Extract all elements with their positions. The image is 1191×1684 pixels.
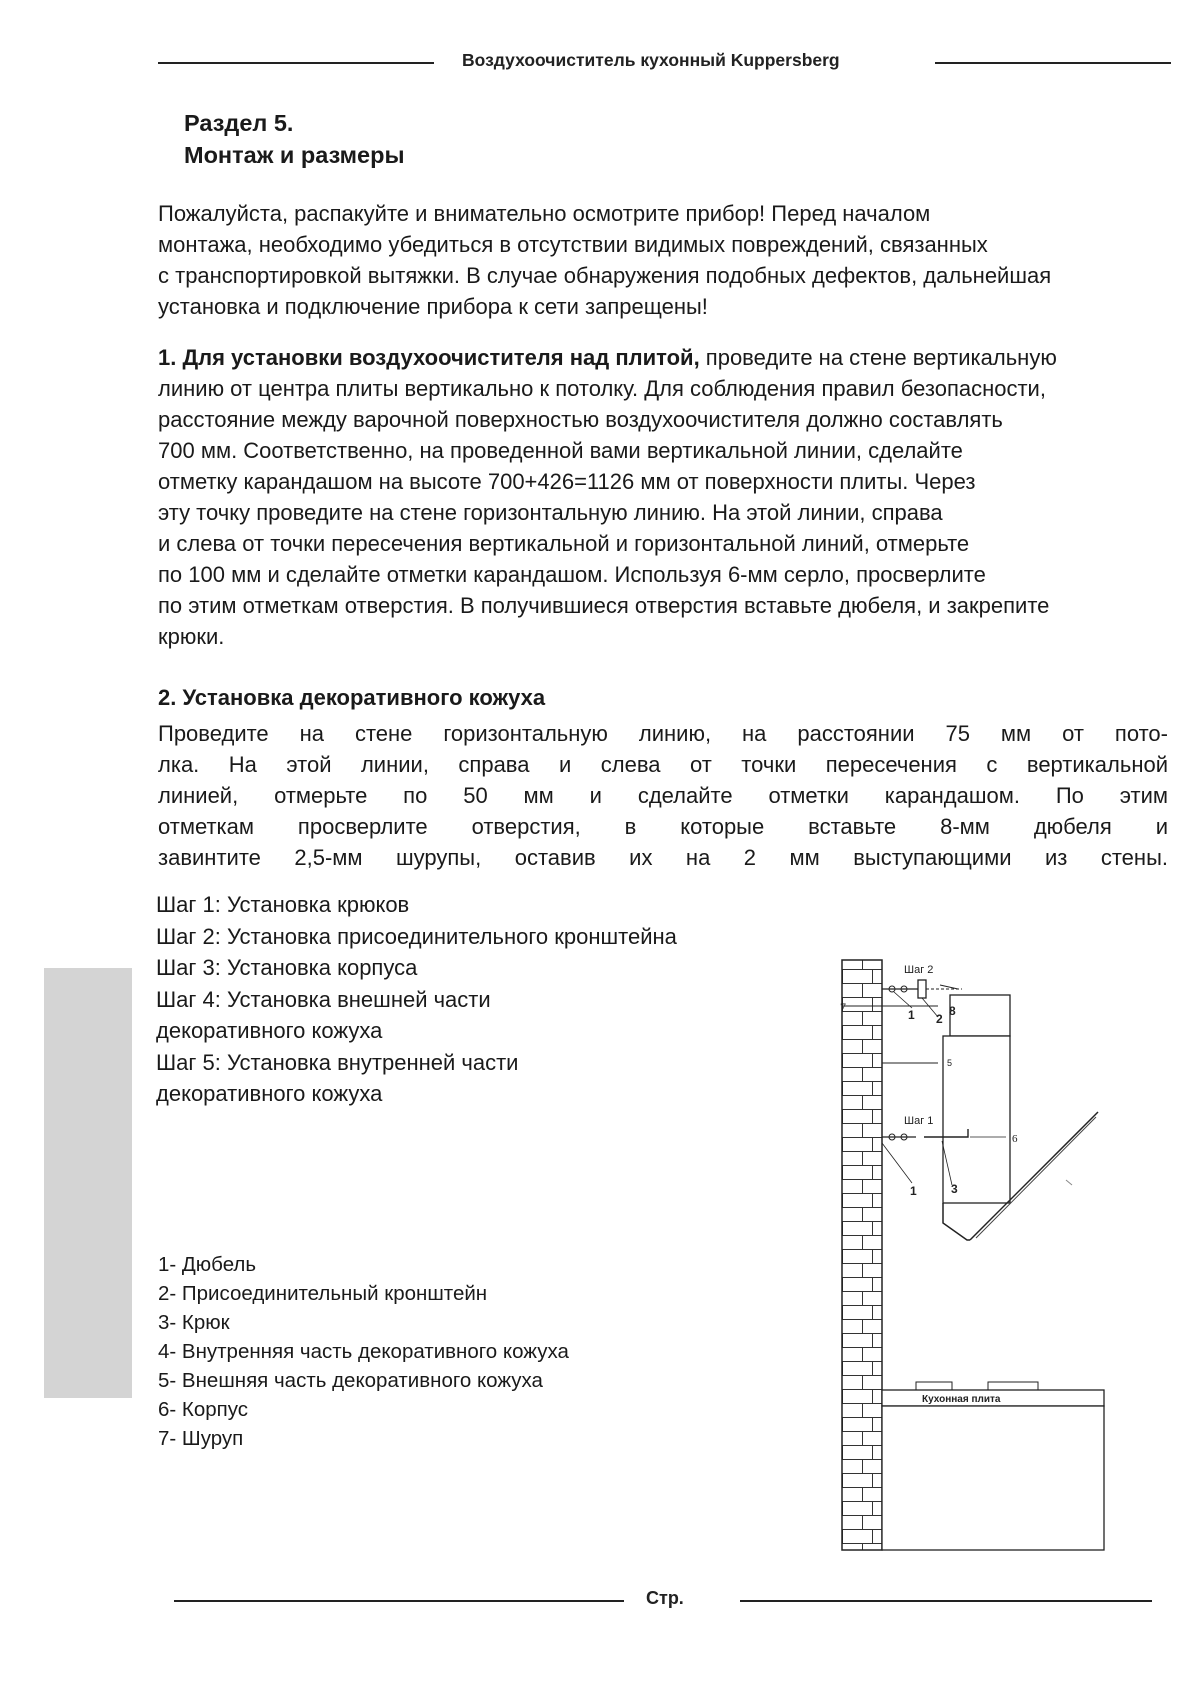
- side-tab: [44, 968, 132, 1398]
- callout-2: 2: [936, 1012, 943, 1026]
- page-label: Стр.: [646, 1588, 684, 1608]
- step-item: декоративного кожуха: [156, 1081, 383, 1106]
- legend-item: 1- Дюбель: [158, 1253, 257, 1276]
- steps-list: [156, 889, 677, 1110]
- step2-label: Шаг 2: [904, 964, 934, 976]
- footer-rule-left: [174, 1600, 624, 1602]
- callout-leaders: [894, 992, 938, 1017]
- step1-line: крюки.: [158, 624, 225, 649]
- callout-5: 5: [947, 1058, 953, 1068]
- legend-item: 6- Корпус: [158, 1398, 249, 1421]
- step1-label: Шаг 1: [904, 1115, 934, 1127]
- step2-line: завинтите 2,5-мм шурупы, оставив их на 2 мм выступающими из стены.: [158, 845, 1168, 870]
- step1-line: 700 мм. Соответственно, на проведенной вами вертикальной линии, сделайте: [158, 438, 963, 463]
- step1-line: и слева от точки пересечения вертикальной и горизонтальной линий, отмерьте: [158, 531, 970, 556]
- callout-8: 8: [949, 1004, 956, 1018]
- section-title: Монтаж и размеры: [184, 142, 405, 168]
- intro-line: монтажа, необходимо убедиться в отсутствии видимых повреждений, связанных: [158, 232, 988, 257]
- section-number: Раздел 5.: [184, 110, 294, 136]
- header-rule-right: [935, 62, 1171, 64]
- legend-item: 4- Внутренняя часть декоративного кожуха: [158, 1340, 569, 1363]
- step-item: Шаг 3: Установка корпуса: [156, 955, 418, 980]
- callout-7: 7: [840, 1000, 846, 1014]
- legend-item: 7- Шуруп: [158, 1427, 244, 1450]
- header-rule-left: [158, 62, 434, 64]
- step1-paragraph: [158, 342, 1158, 652]
- step2-line: лка. На этой линии, справа и слева от точки пересечения с вертикальной: [158, 752, 1168, 777]
- step1-lead: 1. Для установки воздухоочистителя над плитой,: [158, 345, 700, 370]
- callout-1-top: 1: [908, 1008, 915, 1022]
- step1-first-line: [158, 342, 1158, 373]
- step1-first-rest: проведите на стене вертикальную: [699, 345, 1057, 370]
- step-item: Шаг 5: Установка внутренней части: [156, 1049, 519, 1075]
- stove-label: Кухонная плита: [922, 1394, 1001, 1405]
- step1-line: по этим отметкам отверстия. В получившиеся отверстия вставьте дюбеля, и закрепите: [158, 593, 1050, 618]
- legend-item: 5- Внешняя часть декоративного кожуха: [158, 1369, 543, 1392]
- callout-3: 3: [951, 1182, 958, 1196]
- callout-6: 6: [1012, 1133, 1018, 1145]
- step1-line: по 100 мм и сделайте отметки карандашом. Используя 6-мм серло, просверлите: [158, 562, 986, 587]
- step1-line: отметку карандашом на высоте 700+426=1126 мм от поверхности плиты. Через: [158, 469, 976, 494]
- intro-line: Пожалуйста, распакуйте и внимательно осмотрите прибор! Перед началом: [158, 201, 931, 226]
- legend-item: 2- Присоединительный кронштейн: [158, 1282, 488, 1305]
- step-item: Шаг 2: Установка присоединительного кронштейна: [156, 923, 677, 949]
- step1-line: эту точку проведите на стене горизонтальную линию. На этой линии, справа: [158, 500, 943, 525]
- step-item: декоративного кожуха: [156, 1018, 383, 1043]
- legend-item: 3- Крюк: [158, 1311, 230, 1334]
- kitchen-stove: [882, 1382, 1104, 1550]
- step2-title: 2. Установка декоративного кожуха: [158, 685, 546, 710]
- step1-line: линию от центра плиты вертикально к потолку. Для соблюдения правил безопасности,: [158, 376, 1046, 401]
- step2-paragraph: [158, 718, 1168, 873]
- step2-line: линией, отмерьте по 50 мм и сделайте отметки карандашом. По этим: [158, 783, 1168, 808]
- intro-line: установка и подключение прибора к сети запрещены!: [158, 294, 708, 319]
- step-item: Шаг 1: Установка крюков: [156, 892, 410, 917]
- installation-diagram: [840, 955, 1110, 1555]
- footer-rule-right: [740, 1600, 1152, 1602]
- brick-wall: [842, 960, 882, 1550]
- step2-line: отметкам просверлите отверстия, в которые вставьте 8-мм дюбеля и: [158, 814, 1168, 839]
- step-item: Шаг 4: Установка внешней части: [156, 986, 491, 1012]
- section-heading: [184, 107, 405, 171]
- chimney-cover: [943, 995, 1010, 1203]
- step2-line: Проведите на стене горизонтальную линию, на расстоянии 75 мм от пото-: [158, 721, 1168, 746]
- parts-legend: [158, 1250, 569, 1453]
- header-title: Воздухоочиститель кухонный Kuppersberg: [462, 50, 840, 70]
- callout-1-bottom: 1: [910, 1184, 917, 1198]
- intro-line: с транспортировкой вытяжки. В случае обнаружения подобных дефектов, дальнейшая: [158, 263, 1052, 288]
- step1-line: расстояние между варочной поверхностью воздухоочистителя должно составлять: [158, 407, 1003, 432]
- intro-paragraph: [158, 198, 1158, 322]
